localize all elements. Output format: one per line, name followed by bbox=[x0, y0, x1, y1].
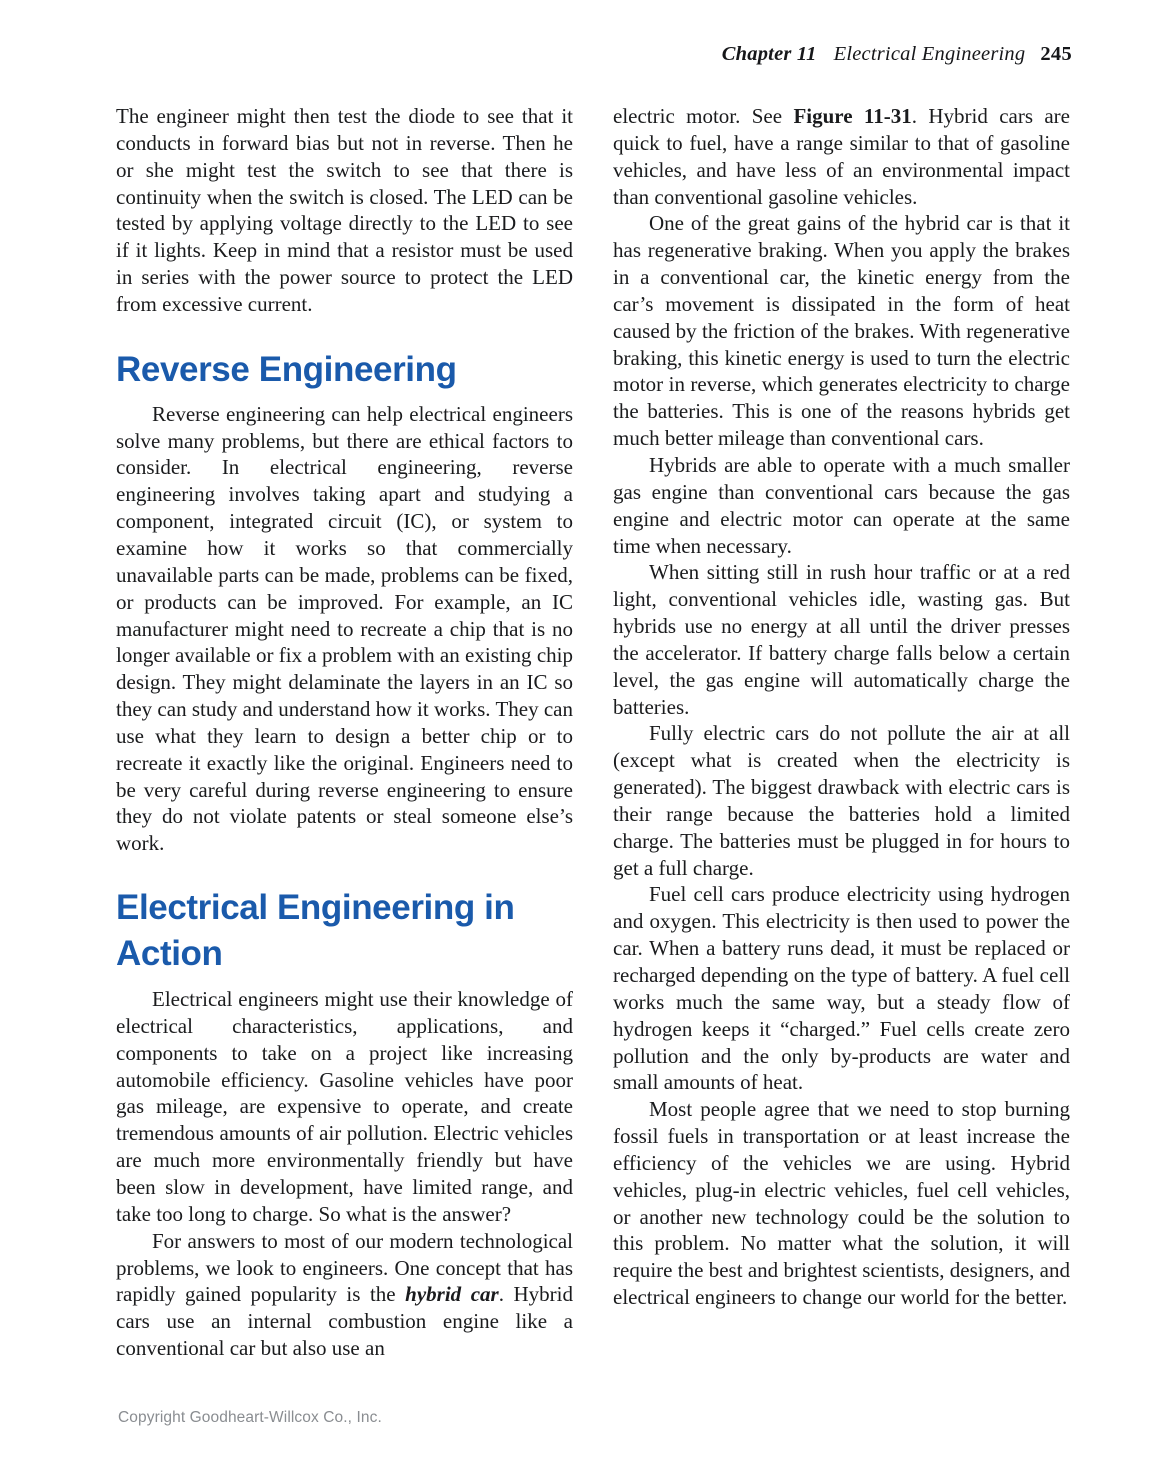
paragraph-hybrid-car-text-after: . Hybrid cars use an internal combustion engine like a conventional car but also use an bbox=[116, 1282, 573, 1361]
running-head-chapter: Chapter 11 bbox=[721, 43, 817, 65]
figure-reference: Figure 11-31 bbox=[793, 104, 912, 128]
heading-electrical-engineering-in-action: Electrical Engineering in Action bbox=[116, 888, 515, 974]
running-head bbox=[84, 43, 1072, 66]
paragraph-idling-and-battery-charge: When sitting still in rush hour traffic or at a red light, conventional vehicles idle, wasting gas. But hybrids use no energy at all until the driver presses the accelerator. If battery charge falls below a certain level, the gas engine will automatically charge the batteries. bbox=[613, 560, 1070, 719]
copyright-notice: Copyright Goodheart-Willcox Co., Inc. bbox=[118, 1409, 382, 1426]
paragraph-hybrid-continued-after: . Hybrid cars are quick to fuel, have a range similar to that of gasoline vehicles, and have less of an environmental impact than conventional gasoline vehicles. bbox=[613, 104, 1070, 209]
paragraph-hybrid-continued-before: electric motor. See bbox=[613, 104, 794, 128]
paragraph-diode-testing: The engineer might then test the diode to see that it conducts in forward bias but not in reverse. Then he or she might test the switch to see that there is continuity when the switch is closed. The LED can be tested by applying voltage directly to the LED to see if it lights. Keep in mind that a resistor must be used in series with the power source to protect the LED from excessive current. bbox=[116, 104, 573, 316]
heading-wrapper-ee-in-action bbox=[116, 857, 573, 986]
running-head-title: Electrical Engineering bbox=[833, 43, 1026, 65]
column-right bbox=[613, 103, 1070, 1311]
body-columns bbox=[116, 103, 1070, 1361]
paragraph-regenerative-braking: One of the great gains of the hybrid car is that it has regenerative braking. When you apply the brakes in a conventional car, the kinetic energy from the car’s movement is dissipated in the form of heat caused by the friction of the brakes. With regenerative braking, this kinetic energy is used to turn the electric motor in reverse, which generates electricity to charge the batteries. This is one of the reasons hybrids get much better mileage than conventional cars. bbox=[613, 211, 1070, 451]
paragraph-ee-in-action-intro: Electrical engineers might use their knowledge of electrical characteristics, applications, and components to take on a project like increasing automobile efficiency. Gasoline vehicles have poor gas mileage, are expensive to operate, and create tremendous amounts of air pollution. Electric vehicles are much more environmentally friendly but have been slow in development, have limited range, and take too long to charge. So what is the answer? bbox=[116, 987, 573, 1226]
paragraph-hybrid-car-text-before: For answers to most of our modern technological problems, we look to engineers. One concept that has rapidly gained popularity is the bbox=[116, 1228, 573, 1307]
page-number: 245 bbox=[1040, 43, 1072, 65]
heading-wrapper-reverse-engineering bbox=[116, 318, 573, 401]
paragraph-hybrid-car-continued bbox=[613, 103, 1070, 210]
paragraph-hybrid-car-intro bbox=[116, 1228, 573, 1362]
paragraph-smaller-gas-engine: Hybrids are able to operate with a much smaller gas engine than conventional cars because the gas engine and electric motor can operate at the same time when necessary. bbox=[613, 452, 1070, 558]
paragraph-fuel-cell-cars: Fuel cell cars produce electricity using hydrogen and oxygen. This electricity is then used to power the car. When a battery runs dead, it must be replaced or recharged depending on the type of battery. A fuel cell works much the same way, but a steady flow of hydrogen keeps it “charged.” Fuel cells create zero pollution and the only by-products are water and small amounts of heat. bbox=[613, 882, 1070, 1095]
term-hybrid-car: hybrid car bbox=[405, 1282, 499, 1307]
paragraph-conclusion: Most people agree that we need to stop burning fossil fuels in transportation or at least increase the efficiency of the vehicles we are using. Hybrid vehicles, plug-in electric vehicles, fuel cell vehicles, or another new technology could be the solution to this problem. No matter what the solution, it will require the best and brightest scientists, designers, and electrical engineers to change our world for the better. bbox=[613, 1097, 1070, 1310]
paragraph-reverse-engineering-overview: Reverse engineering can help electrical engineers solve many problems, but there are ethical factors to consider. In electrical engineering, reverse engineering involves taking apart and studying a component, integrated circuit (IC), or system to examine how it works so that commercially unavailable parts can be made, problems can be fixed, or products can be improved. For example, an IC manufacturer might need to recreate a chip that is no longer available or fix a problem with an existing chip design. They might delaminate the layers in an IC so they can study and understand how it works. They can use what they learn to design a better chip or to recreate it exactly like the original. Engineers need to be very careful during reverse engineering to ensure they do not violate patents or steal someone else’s work. bbox=[116, 401, 573, 856]
paragraph-fully-electric-cars: Fully electric cars do not pollute the air at all (except what is created when the electricity is generated). The biggest drawback with electric cars is their range because the batteries hold a limited charge. The batteries must be plugged in for hours to get a full charge. bbox=[613, 721, 1070, 880]
column-left bbox=[116, 103, 573, 1362]
heading-reverse-engineering: Reverse Engineering bbox=[116, 349, 457, 389]
